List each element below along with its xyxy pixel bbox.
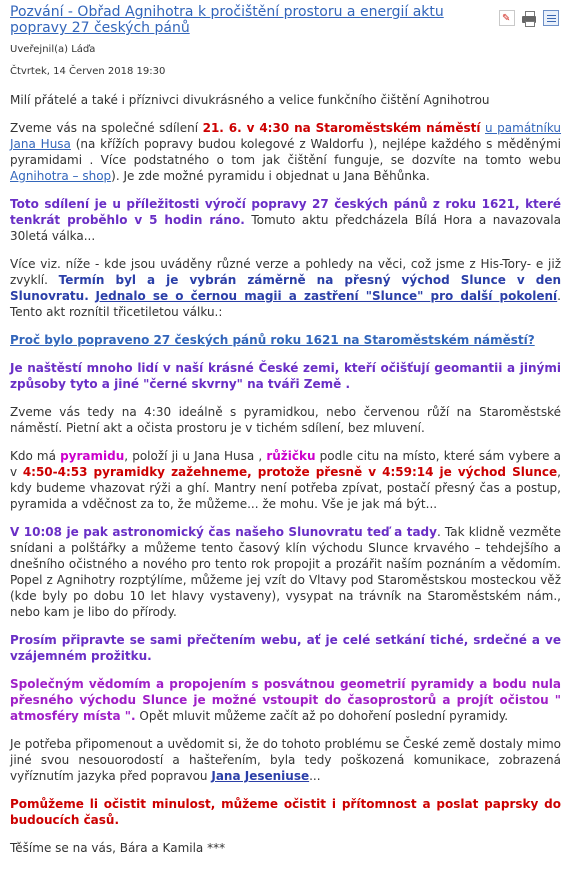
text: Více viz. níže - kde jsou uváděny různé verze a pohledy na věci, což jsme z His-Tory- e již zvyklí. [10,257,561,287]
article-author: Uveřejnil(a) Láďa [10,44,96,55]
article-title-link[interactable]: Pozvání - Obřad Agnihotra k pročištění prostoru a energií aktu popravy 27 českých pánů [10,4,444,36]
article-body [10,92,561,856]
article-header [10,0,561,40]
text: ). Je zde možné pyramidu i objednat u Jana Běhůnka. [111,169,430,183]
highlight-pyramid: pyramidu [60,449,125,463]
article-date: Čtvrtek, 14 Červen 2018 19:30 [10,66,166,77]
prepare-paragraph: Prosím připravte se sami přečtením webu, ať je celé setkání tiché, srdečné a ve vzájemném prožitku. [10,633,561,663]
memorial-link[interactable]: u památníku Jana Husa [10,121,562,151]
text: podle citu na místo, které sám vybere a v [10,449,562,479]
geomancy-paragraph: Je naštěstí mnoho lidí v naší krásné České zemi, kteří očišťují geomantii a jinými způsoby tyto a jiné "černé skvrny" na tváři Země . [10,361,561,391]
text: (na křížích popravy budou kolegové z Waldorfu ), nejlépe každého s měděnými pyramidami [10,137,561,167]
text: , kdy budeme vhazovat rýži a ghí. Mantry není potřeba zpívat, postačí přesný čas a postup, pyramida a vděčnost za to, že můžeme... že mohu. Vše je jak má být... [10,465,561,511]
geometry-paragraph [10,676,561,724]
highlight-anniversary: Toto sdílení je u příležitosti výročí popravy 27 českých pánů z roku 1621, které tenkrát proběhlo v 5 hodin ráno. [10,197,561,227]
solstice-paragraph [10,524,561,620]
text: Je potřeba připomenout a uvědomit si, že do tohoto problému se České země dostaly mimo jiné svou nesouorodostí a hašteřením, byla tedy poškozená komunikace, zobrazená vyříznutím jazyka před popravou [10,737,561,783]
black-magic-link[interactable]: Jednalo se o černou magii a zastření "Slunce" pro další pokolení [95,289,558,303]
text: . Více podstatného o tom jak čištění funguje, se dozvíte na tomto webu [89,153,561,167]
text: , položí ji u Jana Husa , [124,449,267,463]
text: Zveme vás na společné sdílení [10,121,203,135]
greeting-paragraph: Milí přátelé a také i příznivci divukrásného a velice funkčního čištění Agnihotrou [10,93,490,107]
text: Tomuto aktu předcházela Bílá Hora a navazovala 30letá válka... [10,213,561,243]
text: ... [309,769,321,783]
context-paragraph [10,256,561,320]
highlight-geometry: Společným vědomím a propojením s posvátnou geometrií pyramidy a bodu nula přesného východu Slunce je možné vstoupit do časoprostorů a projít očistou " atmosféry místa ". [10,677,561,723]
email-icon[interactable] [543,10,559,26]
signature: Těšíme se na vás, Bára a Kamila *** [10,841,226,855]
jesenius-link[interactable]: Jana Jeseniuse [211,769,310,783]
pdf-icon[interactable]: ✎ [499,10,515,26]
article-toolbar [499,10,559,26]
history-paragraph [10,736,561,784]
highlight-sunrise-time: 4:50-4:53 pyramidky zažehneme, protože přesně v 4:59:14 je východ Slunce [22,465,558,479]
article-meta [10,44,561,78]
highlight-rose: růžičku [266,449,316,463]
why-executed-link[interactable]: Proč bylo popraveno 27 českých pánů roku 1621 na Staroměstském náměstí? [10,333,535,347]
practical-paragraph: Zveme vás tedy na 4:30 ideálně s pyramidkou, nebo červenou růží na Staroměstské náměstí. Pietní akt a očista prostoru je v tichém sdílení, bez mluvení. [10,405,561,435]
agnihotra-shop-link[interactable]: Agnihotra – shop [10,169,112,183]
closing-highlight: Pomůžeme li očistit minulost, můžeme očistit i přítomnost a poslat paprsky do budoucích časů. [10,797,561,827]
anniversary-paragraph [10,196,561,244]
text: Opět mluvit můžeme začít až po dohoření poslední pyramidy. [135,709,509,723]
invitation-paragraph [10,120,561,184]
highlight-solstice: Termín byl a je vybrán záměrně na přesný východ Slunce v den Slunovratu. [10,273,562,303]
text: . Tento akt roznítil třicetiletou válku.: [10,289,561,319]
text: Kdo má [10,449,61,463]
text [89,289,96,303]
ritual-paragraph [10,448,561,512]
text: . Tak klidně vezměte snídani a polštářky a můžeme tento časový klín východu Slunce krvavého – tehdejšího a dnešního očistného a nového pro tento rok propojit a prozářit naším poznáním a vědomím. Popel z Agnihotry rozptýlíme, můžeme jej vzít do Vltavy pod Staroměstskou mosteckou věž (kde byly po dobu 10 let hlavy vystaveny), vysypat na trávník na Staroměstském nám., nebo kam je libo do přírody. [10,525,561,619]
highlight-date-place: 21. 6. v 4:30 na Staroměstském náměstí [202,121,481,135]
print-icon[interactable] [521,10,537,26]
section-heading [10,332,561,348]
highlight-solstice-time: V 10:08 je pak astronomický čas našeho Slunovratu teď a tady [10,525,437,539]
